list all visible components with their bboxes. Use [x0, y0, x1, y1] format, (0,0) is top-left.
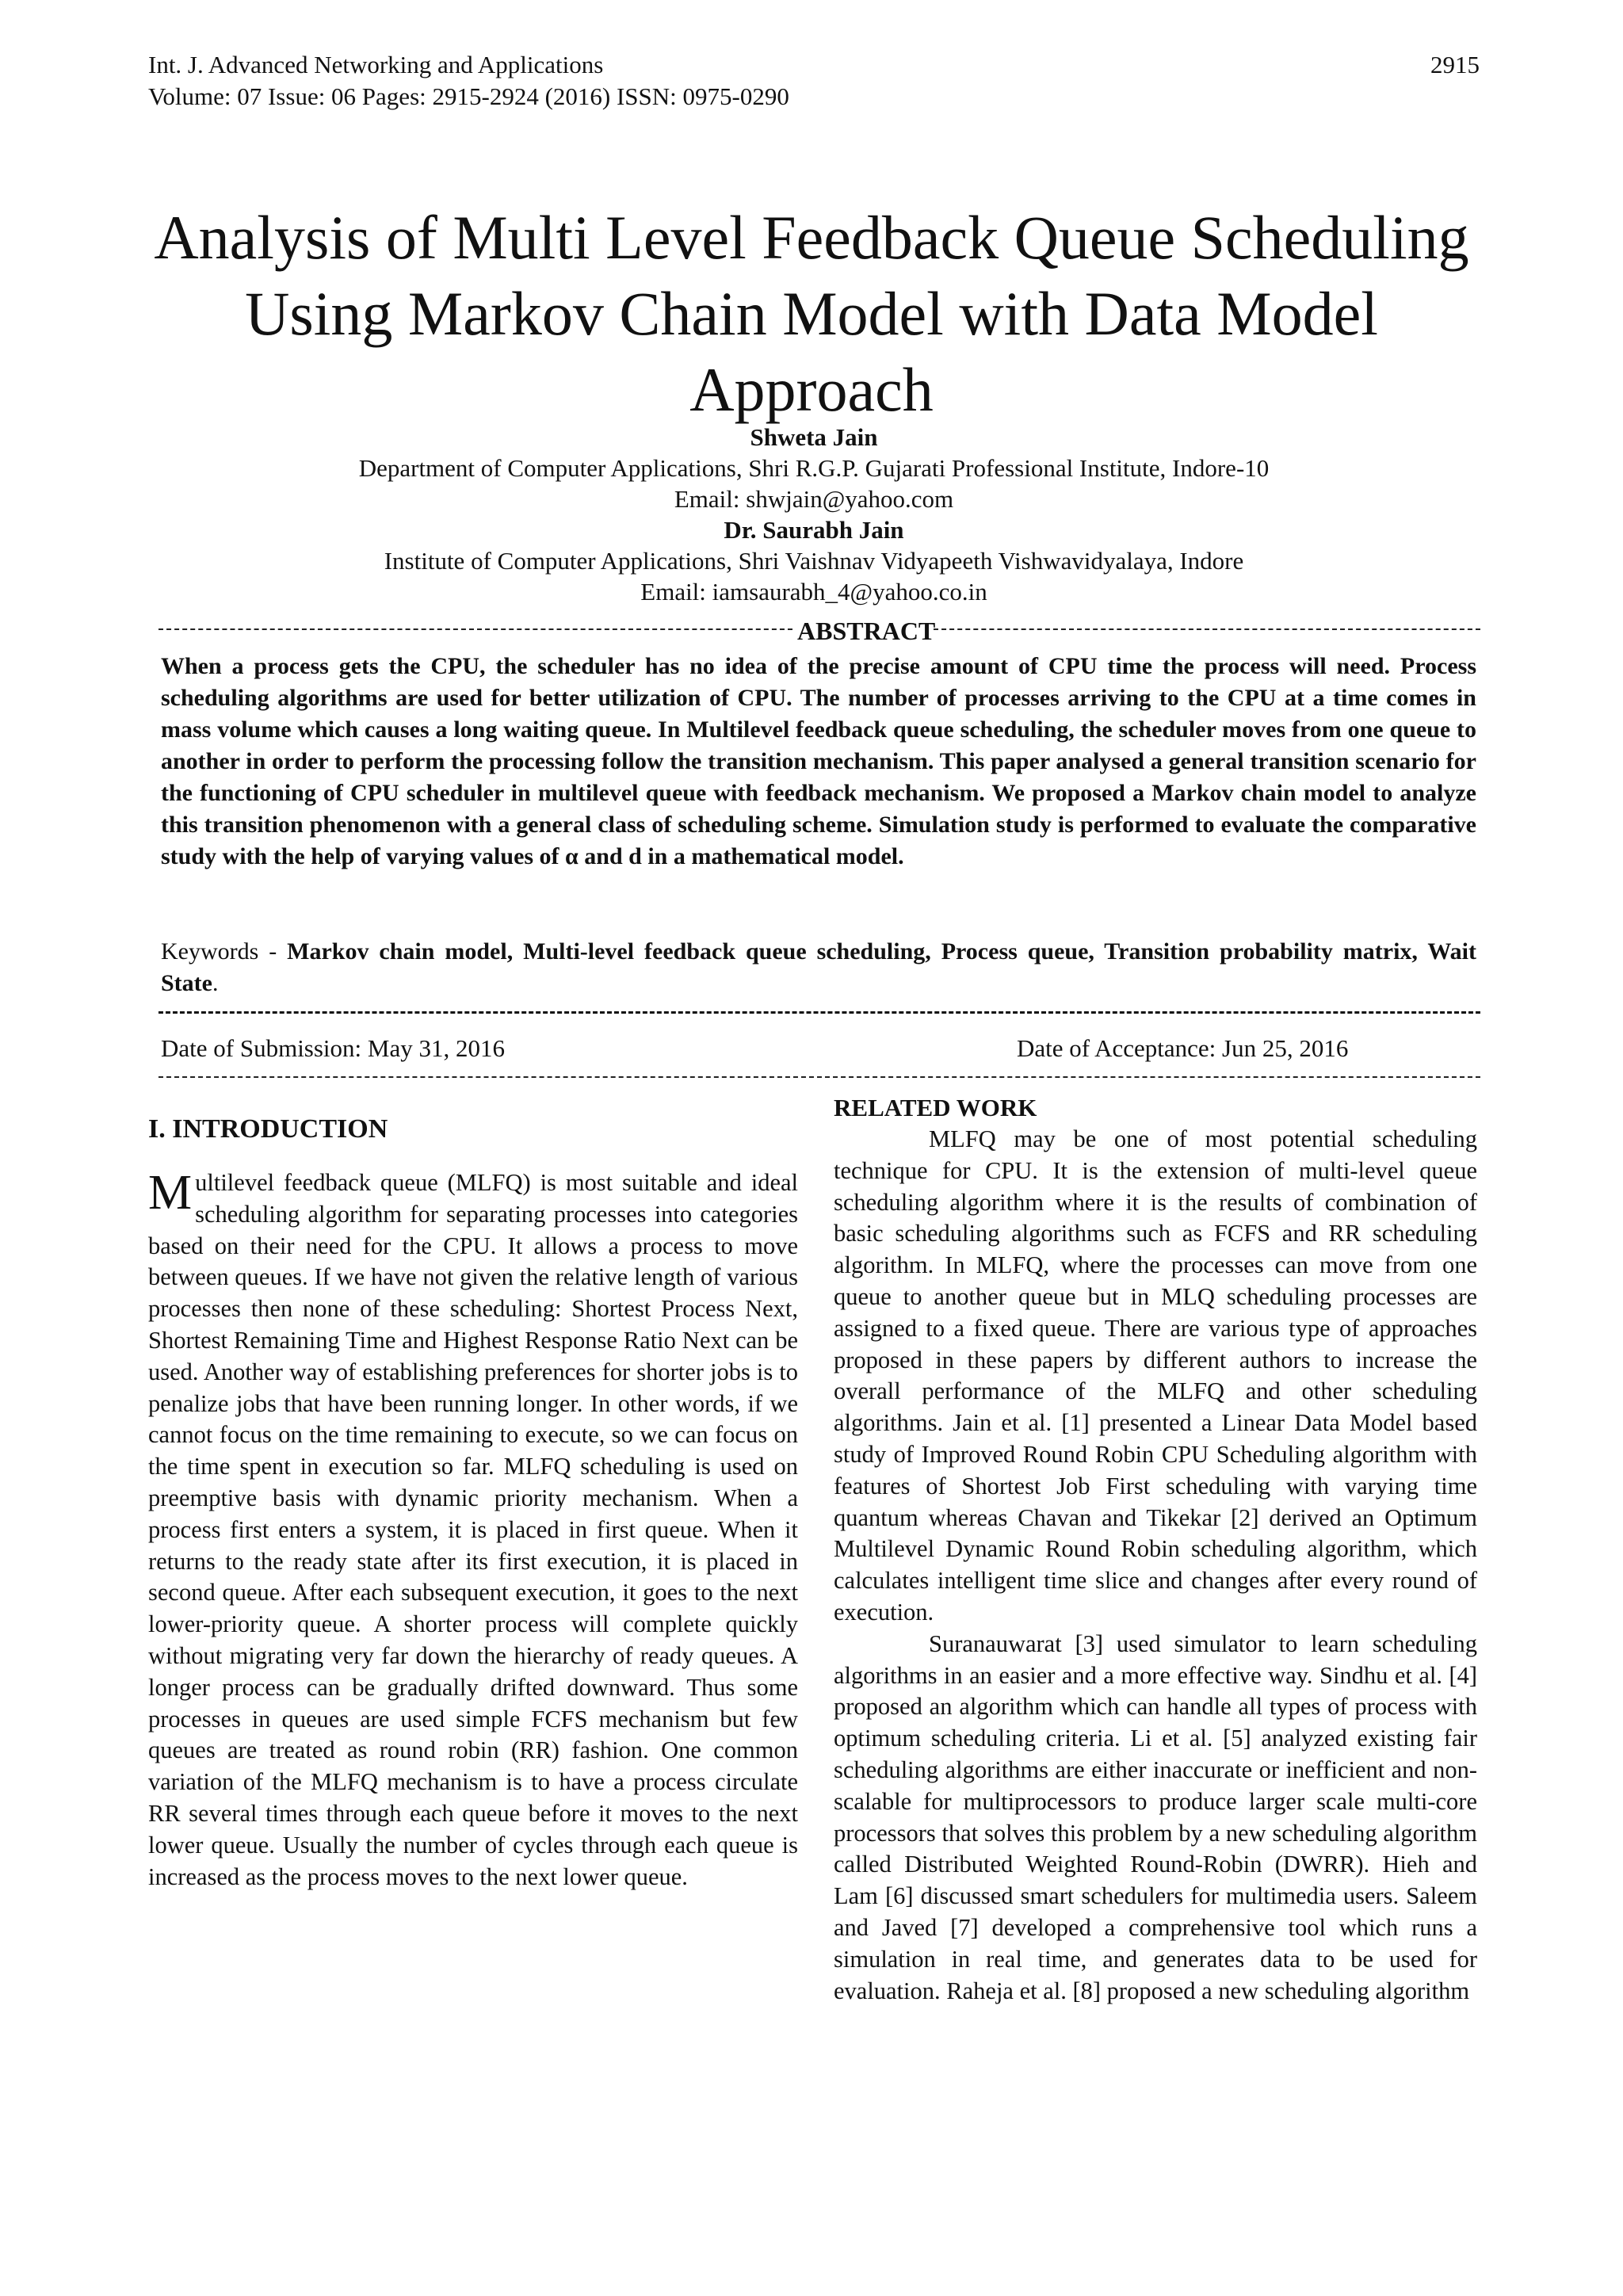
date-line — [161, 1033, 1476, 1064]
author-name: Dr. Saurabh Jain — [724, 516, 904, 544]
intro-paragraph — [148, 1167, 798, 1893]
keywords — [161, 936, 1476, 999]
dashed-rule — [158, 628, 792, 630]
related-work-paragraph: MLFQ may be one of most potential scheduling technique for CPU. It is the extension of multi-level queue scheduling algorithm where it is the results of combination of basic scheduling algorithms such as FCFS and RR scheduling algorithm. In MLFQ, where the processes can move from one queue to another queue but in MLQ scheduling processes are assigned to a fixed queue. There are various type of approaches proposed in these papers by different authors to increase the overall performance of the MLFQ and other scheduling algorithms. Jain et al. [1] presented a Linear Data Model based study of Improved Round Robin CPU Scheduling algorithm with features of Shortest Job First scheduling with varying time quantum whereas Chavan and Tikekar [2] derived an Optimum Multilevel Dynamic Round Robin scheduling algorithm, which calculates intelligent time slice and changes after every round of execution. — [834, 1125, 1477, 1626]
paper-title: Analysis of Multi Level Feedback Queue Scheduling Using Markov Chain Model with Data Model Approach — [154, 203, 1469, 424]
dashed-rule — [158, 1076, 1480, 1078]
running-header — [148, 49, 1480, 113]
dashed-rule — [158, 1011, 1480, 1014]
author-affiliation: Department of Computer Applications, Shri R.G.P. Gujarati Professional Institute, Indore-10 — [358, 454, 1270, 482]
dashed-rule — [934, 628, 1480, 630]
right-column — [834, 1092, 1477, 2007]
drop-cap: M — [148, 1166, 193, 1220]
intro-text: ultilevel feedback queue (MLFQ) is most suitable and ideal scheduling algorithm for separating processes into categories based on their need for the CPU. It allows a process to move between queues. If we have not given the relative length of various processes then none of these scheduling: Shortest Process Next, Shortest Remaining Time and Highest Response Ratio Next can be used. Another way of establishing preferences for shorter jobs is to penalize jobs that have been running longer. In other words, if we cannot focus on the time remaining to execute, so we can focus on the time spent in execution so far. MLFQ scheduling is used on preemptive basis with dynamic priority mechanism. When a process first enters a system, it is placed in first queue. When it returns to the ready state after its first execution, it is placed in second queue. After each subsequent execution, it goes to the next lower-priority queue. A shorter process will complete quickly without migrating very far down the hierarchy of ready queues. A longer process can be gradually drifted downward. Thus some processes in queues are used simple FCFS mechanism but few queues are treated as round robin (RR) fashion. One common variation of the MLFQ mechanism is to have a process circulate RR several times through each queue before it moves to the next lower queue. Usually the number of cycles through each queue is increased as the process moves to the next lower queue. — [148, 1169, 798, 1890]
left-column — [148, 1114, 798, 1893]
related-work-paragraph: Suranauwarat [3] used simulator to learn scheduling algorithms in an easier and a more effective way. Sindhu et al. [4] proposed an algorithm which can handle all types of process with optimum scheduling criteria. Li et al. [5] analyzed existing fair scheduling algorithms are either inaccurate or inefficient and non-scalable for multiprocessors to produce larger scale multi-core processors that solves this problem by a new scheduling algorithm called Distributed Weighted Round-Robin (DWRR). Hieh and Lam [6] discussed smart schedulers for multimedia users. Saleem and Javed [7] developed a comprehensive tool which runs a simulation in real time, and generates data to be used for evaluation. Raheja et al. [8] proposed a new scheduling algorithm — [834, 1629, 1477, 2004]
keywords-text: Markov chain model, Multi-level feedback queue scheduling, Process queue, Transition probability matrix, Wait State — [161, 938, 1476, 996]
keywords-end: . — [212, 970, 219, 996]
page-number: 2915 — [1430, 51, 1480, 78]
author-name: Shweta Jain — [750, 423, 878, 451]
author-email: Email: iamsaurabh_4@yahoo.co.in — [640, 578, 987, 606]
submission-date: Date of Submission: May 31, 2016 — [161, 1034, 505, 1062]
volume-info: Volume: 07 Issue: 06 Pages: 2915-2924 (2016) ISSN: 0975-0290 — [148, 82, 789, 110]
acceptance-date: Date of Acceptance: Jun 25, 2016 — [1017, 1034, 1349, 1062]
author-affiliation: Institute of Computer Applications, Shri Vaishnav Vidyapeeth Vishwavidyalaya, Indore — [384, 547, 1244, 575]
journal-name: Int. J. Advanced Networking and Applications — [148, 51, 604, 78]
section-heading: I. INTRODUCTION — [148, 1114, 388, 1144]
abstract-label: ABSTRACT — [797, 617, 936, 645]
abstract-text: When a process gets the CPU, the scheduler has no idea of the precise amount of CPU time the process will need. Process scheduling algorithms are used for better utilization of CPU. The number of processes arriving to the CPU at a time comes in mass volume which causes a long waiting queue. In Multilevel feedback queue scheduling, the scheduler moves from one queue to another in order to perform the processing follow the transition mechanism. This paper analysed a general transition scenario for the functioning of CPU scheduler in multilevel queue with feedback mechanism. We proposed a Markov chain model to analyze this transition phenomenon with a general class of scheduling scheme. Simulation study is performed to evaluate the comparative study with the help of varying values of α and d in a mathematical model. — [161, 653, 1476, 869]
author-block — [148, 422, 1480, 607]
author-email: Email: shwjain@yahoo.com — [674, 485, 954, 513]
abstract-divider — [158, 618, 1480, 650]
section-heading: RELATED WORK — [834, 1094, 1037, 1121]
keywords-label: Keywords - — [161, 938, 288, 965]
